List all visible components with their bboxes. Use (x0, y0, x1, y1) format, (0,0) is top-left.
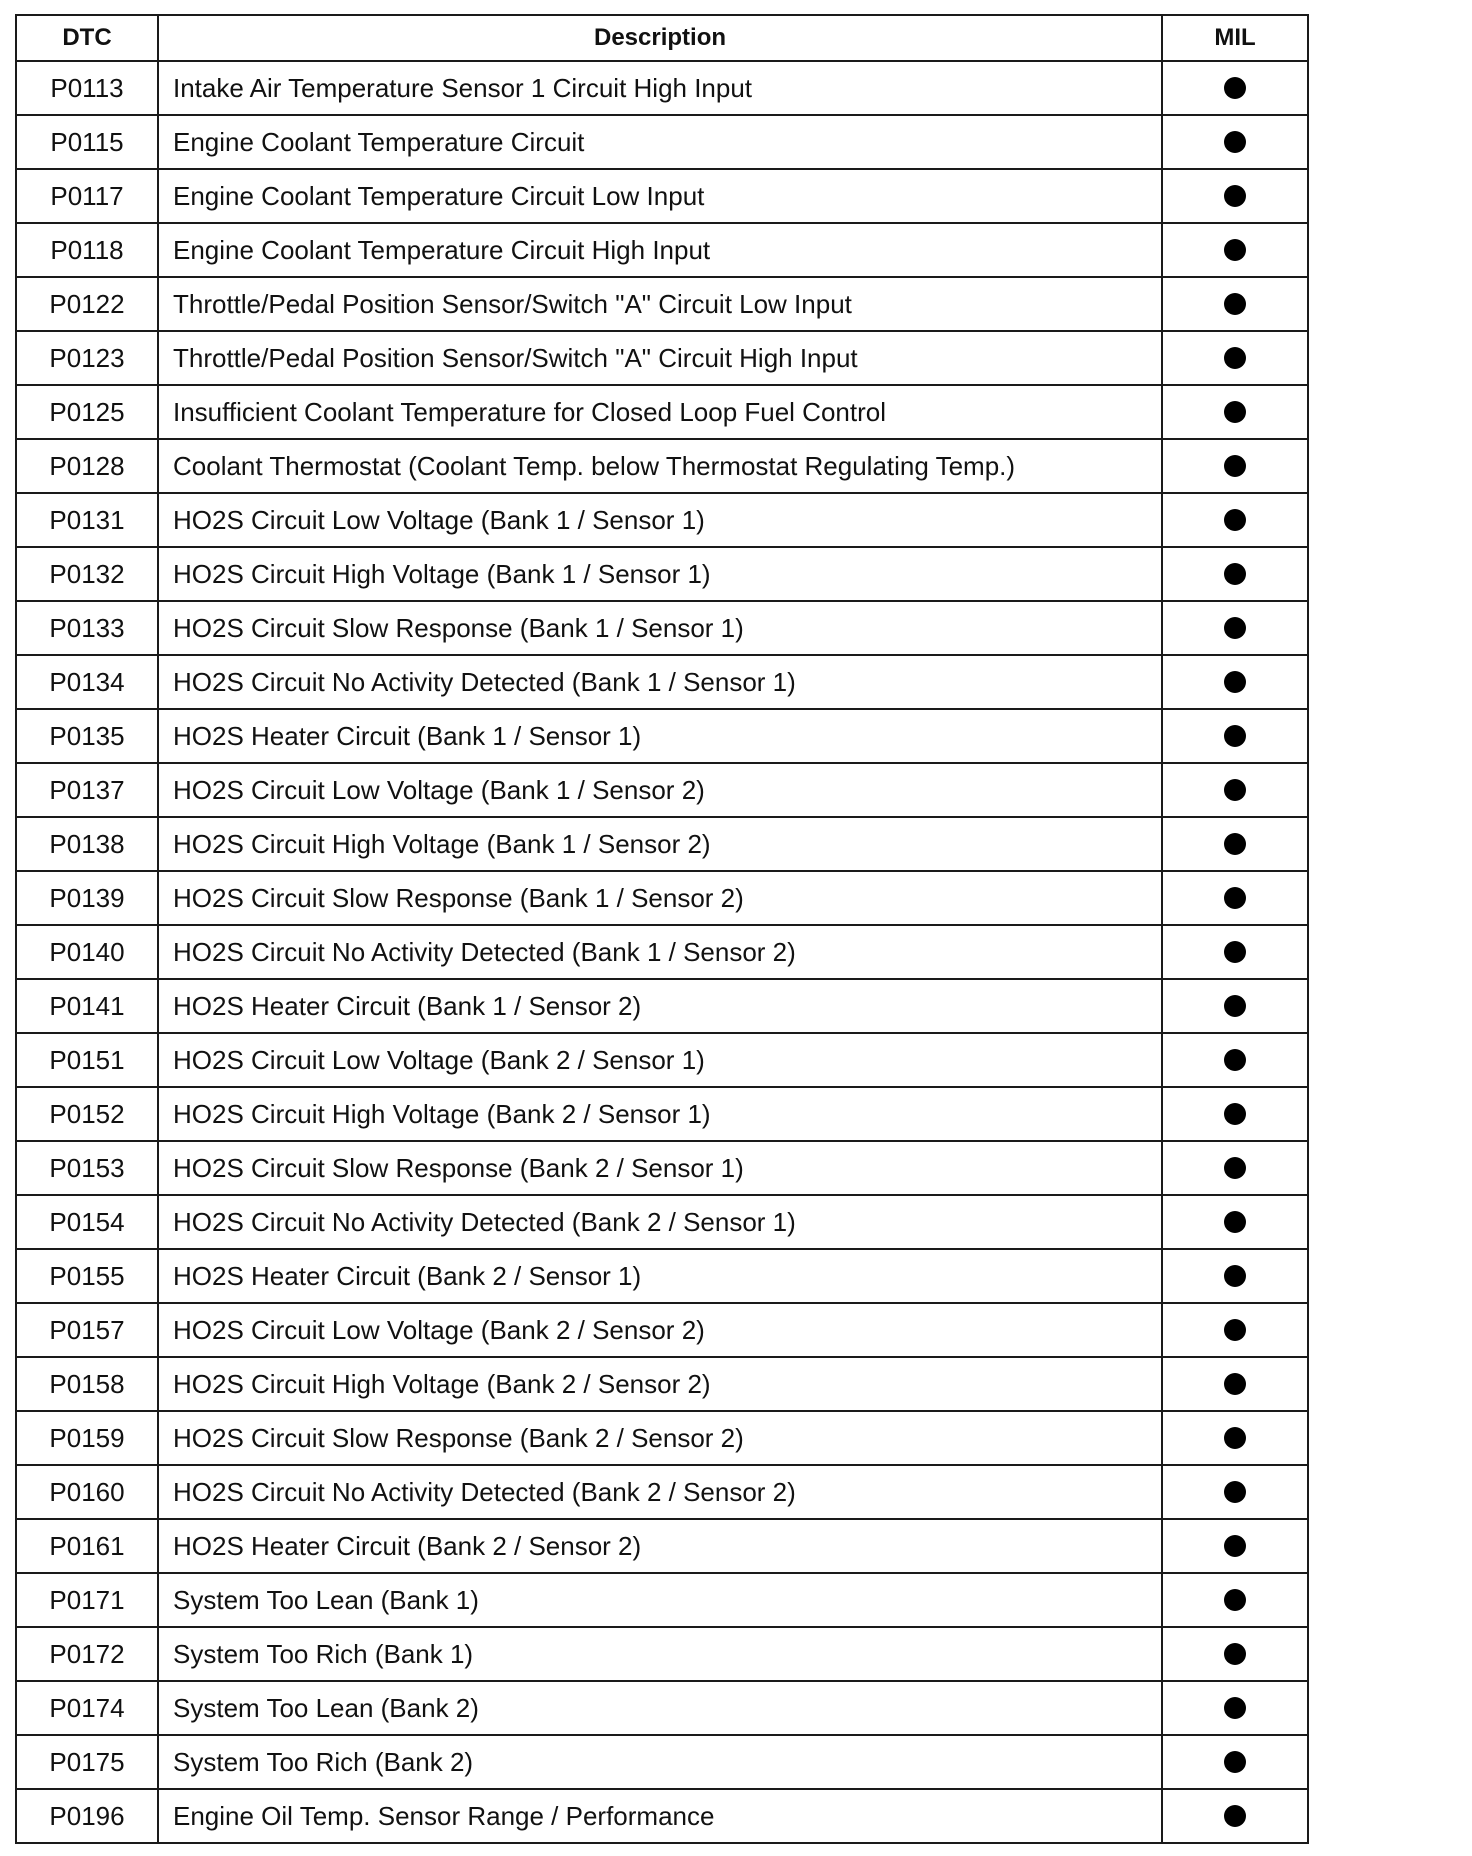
table-row (16, 871, 1308, 925)
header-mil: MIL (1162, 15, 1308, 61)
dtc-code: P0139 (16, 871, 158, 925)
mil-indicator-icon (1224, 1535, 1246, 1557)
dtc-code: P0161 (16, 1519, 158, 1573)
mil-cell (1162, 1681, 1308, 1735)
dtc-code: P0140 (16, 925, 158, 979)
mil-cell (1162, 493, 1308, 547)
mil-indicator-icon (1224, 1643, 1246, 1665)
dtc-description: HO2S Circuit Low Voltage (Bank 2 / Sensor 1) (158, 1033, 1162, 1087)
mil-cell (1162, 1465, 1308, 1519)
mil-cell (1162, 979, 1308, 1033)
table-row (16, 925, 1308, 979)
mil-indicator-icon (1224, 1751, 1246, 1773)
mil-indicator-icon (1224, 995, 1246, 1017)
dtc-code: P0115 (16, 115, 158, 169)
mil-cell (1162, 1303, 1308, 1357)
mil-indicator-icon (1224, 617, 1246, 639)
table-row (16, 1573, 1308, 1627)
mil-cell (1162, 1411, 1308, 1465)
dtc-description: HO2S Circuit Low Voltage (Bank 1 / Sensor 1) (158, 493, 1162, 547)
dtc-description: HO2S Circuit Low Voltage (Bank 1 / Sensor 2) (158, 763, 1162, 817)
mil-indicator-icon (1224, 1265, 1246, 1287)
mil-indicator-icon (1224, 1211, 1246, 1233)
mil-indicator-icon (1224, 1481, 1246, 1503)
dtc-table-sheet (15, 14, 1307, 1844)
dtc-description: HO2S Circuit Low Voltage (Bank 2 / Sensor 2) (158, 1303, 1162, 1357)
mil-cell (1162, 1249, 1308, 1303)
table-row (16, 763, 1308, 817)
mil-cell (1162, 601, 1308, 655)
dtc-code: P0141 (16, 979, 158, 1033)
dtc-description: HO2S Circuit High Voltage (Bank 2 / Sensor 1) (158, 1087, 1162, 1141)
dtc-description: System Too Lean (Bank 2) (158, 1681, 1162, 1735)
mil-cell (1162, 61, 1308, 115)
dtc-description: HO2S Circuit High Voltage (Bank 1 / Sensor 1) (158, 547, 1162, 601)
mil-cell (1162, 1033, 1308, 1087)
dtc-code: P0158 (16, 1357, 158, 1411)
mil-cell (1162, 655, 1308, 709)
table-row (16, 1789, 1308, 1843)
dtc-description: HO2S Heater Circuit (Bank 2 / Sensor 2) (158, 1519, 1162, 1573)
mil-indicator-icon (1224, 77, 1246, 99)
dtc-code: P0123 (16, 331, 158, 385)
table-row (16, 169, 1308, 223)
dtc-code: P0160 (16, 1465, 158, 1519)
dtc-code: P0154 (16, 1195, 158, 1249)
table-row (16, 817, 1308, 871)
table-row (16, 1195, 1308, 1249)
mil-indicator-icon (1224, 1805, 1246, 1827)
dtc-description: HO2S Circuit No Activity Detected (Bank 1 / Sensor 1) (158, 655, 1162, 709)
table-row (16, 1465, 1308, 1519)
mil-indicator-icon (1224, 1427, 1246, 1449)
dtc-description: HO2S Circuit High Voltage (Bank 2 / Sensor 2) (158, 1357, 1162, 1411)
table-row (16, 1411, 1308, 1465)
mil-indicator-icon (1224, 1697, 1246, 1719)
dtc-code: P0133 (16, 601, 158, 655)
table-row (16, 1627, 1308, 1681)
dtc-description: HO2S Circuit Slow Response (Bank 2 / Sensor 1) (158, 1141, 1162, 1195)
dtc-code: P0152 (16, 1087, 158, 1141)
dtc-code: P0157 (16, 1303, 158, 1357)
mil-cell (1162, 547, 1308, 601)
mil-indicator-icon (1224, 185, 1246, 207)
mil-indicator-icon (1224, 1157, 1246, 1179)
dtc-code: P0113 (16, 61, 158, 115)
mil-indicator-icon (1224, 401, 1246, 423)
header-description: Description (158, 15, 1162, 61)
table-row (16, 1249, 1308, 1303)
mil-indicator-icon (1224, 833, 1246, 855)
table-row (16, 223, 1308, 277)
dtc-code: P0155 (16, 1249, 158, 1303)
dtc-description: Insufficient Coolant Temperature for Closed Loop Fuel Control (158, 385, 1162, 439)
mil-indicator-icon (1224, 509, 1246, 531)
dtc-code: P0175 (16, 1735, 158, 1789)
mil-indicator-icon (1224, 671, 1246, 693)
mil-cell (1162, 1735, 1308, 1789)
table-row (16, 1735, 1308, 1789)
table-header (16, 15, 1308, 61)
dtc-code: P0138 (16, 817, 158, 871)
dtc-code: P0132 (16, 547, 158, 601)
mil-indicator-icon (1224, 455, 1246, 477)
dtc-description: Engine Coolant Temperature Circuit (158, 115, 1162, 169)
mil-cell (1162, 1789, 1308, 1843)
table-row (16, 1357, 1308, 1411)
table-row (16, 1519, 1308, 1573)
mil-cell (1162, 277, 1308, 331)
mil-cell (1162, 871, 1308, 925)
dtc-code: P0151 (16, 1033, 158, 1087)
table-row (16, 115, 1308, 169)
mil-indicator-icon (1224, 887, 1246, 909)
mil-indicator-icon (1224, 779, 1246, 801)
dtc-description: HO2S Heater Circuit (Bank 2 / Sensor 1) (158, 1249, 1162, 1303)
mil-indicator-icon (1224, 1049, 1246, 1071)
mil-cell (1162, 115, 1308, 169)
mil-cell (1162, 1087, 1308, 1141)
mil-cell (1162, 223, 1308, 277)
mil-cell (1162, 169, 1308, 223)
dtc-description: Throttle/Pedal Position Sensor/Switch "A" Circuit High Input (158, 331, 1162, 385)
table-row (16, 493, 1308, 547)
dtc-code: P0172 (16, 1627, 158, 1681)
dtc-description: HO2S Circuit No Activity Detected (Bank 1 / Sensor 2) (158, 925, 1162, 979)
dtc-description: HO2S Circuit Slow Response (Bank 1 / Sensor 2) (158, 871, 1162, 925)
mil-cell (1162, 1573, 1308, 1627)
table-row (16, 655, 1308, 709)
mil-cell (1162, 1141, 1308, 1195)
dtc-description: Engine Coolant Temperature Circuit High Input (158, 223, 1162, 277)
dtc-code: P0171 (16, 1573, 158, 1627)
mil-cell (1162, 817, 1308, 871)
mil-cell (1162, 925, 1308, 979)
header-dtc: DTC (16, 15, 158, 61)
table-row (16, 547, 1308, 601)
mil-indicator-icon (1224, 1589, 1246, 1611)
dtc-table (15, 14, 1309, 1844)
table-row (16, 61, 1308, 115)
mil-cell (1162, 331, 1308, 385)
dtc-description: System Too Lean (Bank 1) (158, 1573, 1162, 1627)
dtc-description: Intake Air Temperature Sensor 1 Circuit High Input (158, 61, 1162, 115)
mil-indicator-icon (1224, 563, 1246, 585)
dtc-code: P0125 (16, 385, 158, 439)
dtc-code: P0135 (16, 709, 158, 763)
mil-cell (1162, 1195, 1308, 1249)
table-row (16, 1681, 1308, 1735)
mil-cell (1162, 1627, 1308, 1681)
dtc-description: HO2S Heater Circuit (Bank 1 / Sensor 1) (158, 709, 1162, 763)
dtc-code: P0118 (16, 223, 158, 277)
dtc-description: Coolant Thermostat (Coolant Temp. below Thermostat Regulating Temp.) (158, 439, 1162, 493)
table-row (16, 1303, 1308, 1357)
mil-cell (1162, 1519, 1308, 1573)
dtc-description: HO2S Circuit Slow Response (Bank 1 / Sensor 1) (158, 601, 1162, 655)
dtc-code: P0174 (16, 1681, 158, 1735)
table-row (16, 439, 1308, 493)
dtc-code: P0128 (16, 439, 158, 493)
dtc-description: Throttle/Pedal Position Sensor/Switch "A" Circuit Low Input (158, 277, 1162, 331)
mil-indicator-icon (1224, 725, 1246, 747)
table-row (16, 331, 1308, 385)
mil-cell (1162, 385, 1308, 439)
table-body (16, 61, 1308, 1843)
mil-indicator-icon (1224, 293, 1246, 315)
dtc-code: P0137 (16, 763, 158, 817)
mil-indicator-icon (1224, 131, 1246, 153)
mil-indicator-icon (1224, 1373, 1246, 1395)
mil-cell (1162, 1357, 1308, 1411)
mil-cell (1162, 763, 1308, 817)
dtc-code: P0131 (16, 493, 158, 547)
mil-indicator-icon (1224, 941, 1246, 963)
dtc-code: P0122 (16, 277, 158, 331)
dtc-description: HO2S Circuit No Activity Detected (Bank 2 / Sensor 1) (158, 1195, 1162, 1249)
dtc-code: P0117 (16, 169, 158, 223)
table-row (16, 601, 1308, 655)
dtc-code: P0196 (16, 1789, 158, 1843)
mil-indicator-icon (1224, 1319, 1246, 1341)
dtc-description: System Too Rich (Bank 2) (158, 1735, 1162, 1789)
table-row (16, 1087, 1308, 1141)
mil-cell (1162, 439, 1308, 493)
table-row (16, 979, 1308, 1033)
dtc-code: P0153 (16, 1141, 158, 1195)
table-row (16, 277, 1308, 331)
header-row (16, 15, 1308, 61)
dtc-description: HO2S Circuit No Activity Detected (Bank 2 / Sensor 2) (158, 1465, 1162, 1519)
mil-cell (1162, 709, 1308, 763)
dtc-description: HO2S Circuit High Voltage (Bank 1 / Sensor 2) (158, 817, 1162, 871)
dtc-description: HO2S Heater Circuit (Bank 1 / Sensor 2) (158, 979, 1162, 1033)
table-row (16, 1033, 1308, 1087)
table-row (16, 385, 1308, 439)
dtc-description: Engine Coolant Temperature Circuit Low Input (158, 169, 1162, 223)
mil-indicator-icon (1224, 1103, 1246, 1125)
dtc-code: P0159 (16, 1411, 158, 1465)
dtc-code: P0134 (16, 655, 158, 709)
dtc-description: Engine Oil Temp. Sensor Range / Performance (158, 1789, 1162, 1843)
table-row (16, 709, 1308, 763)
mil-indicator-icon (1224, 239, 1246, 261)
dtc-description: HO2S Circuit Slow Response (Bank 2 / Sensor 2) (158, 1411, 1162, 1465)
dtc-description: System Too Rich (Bank 1) (158, 1627, 1162, 1681)
table-row (16, 1141, 1308, 1195)
mil-indicator-icon (1224, 347, 1246, 369)
